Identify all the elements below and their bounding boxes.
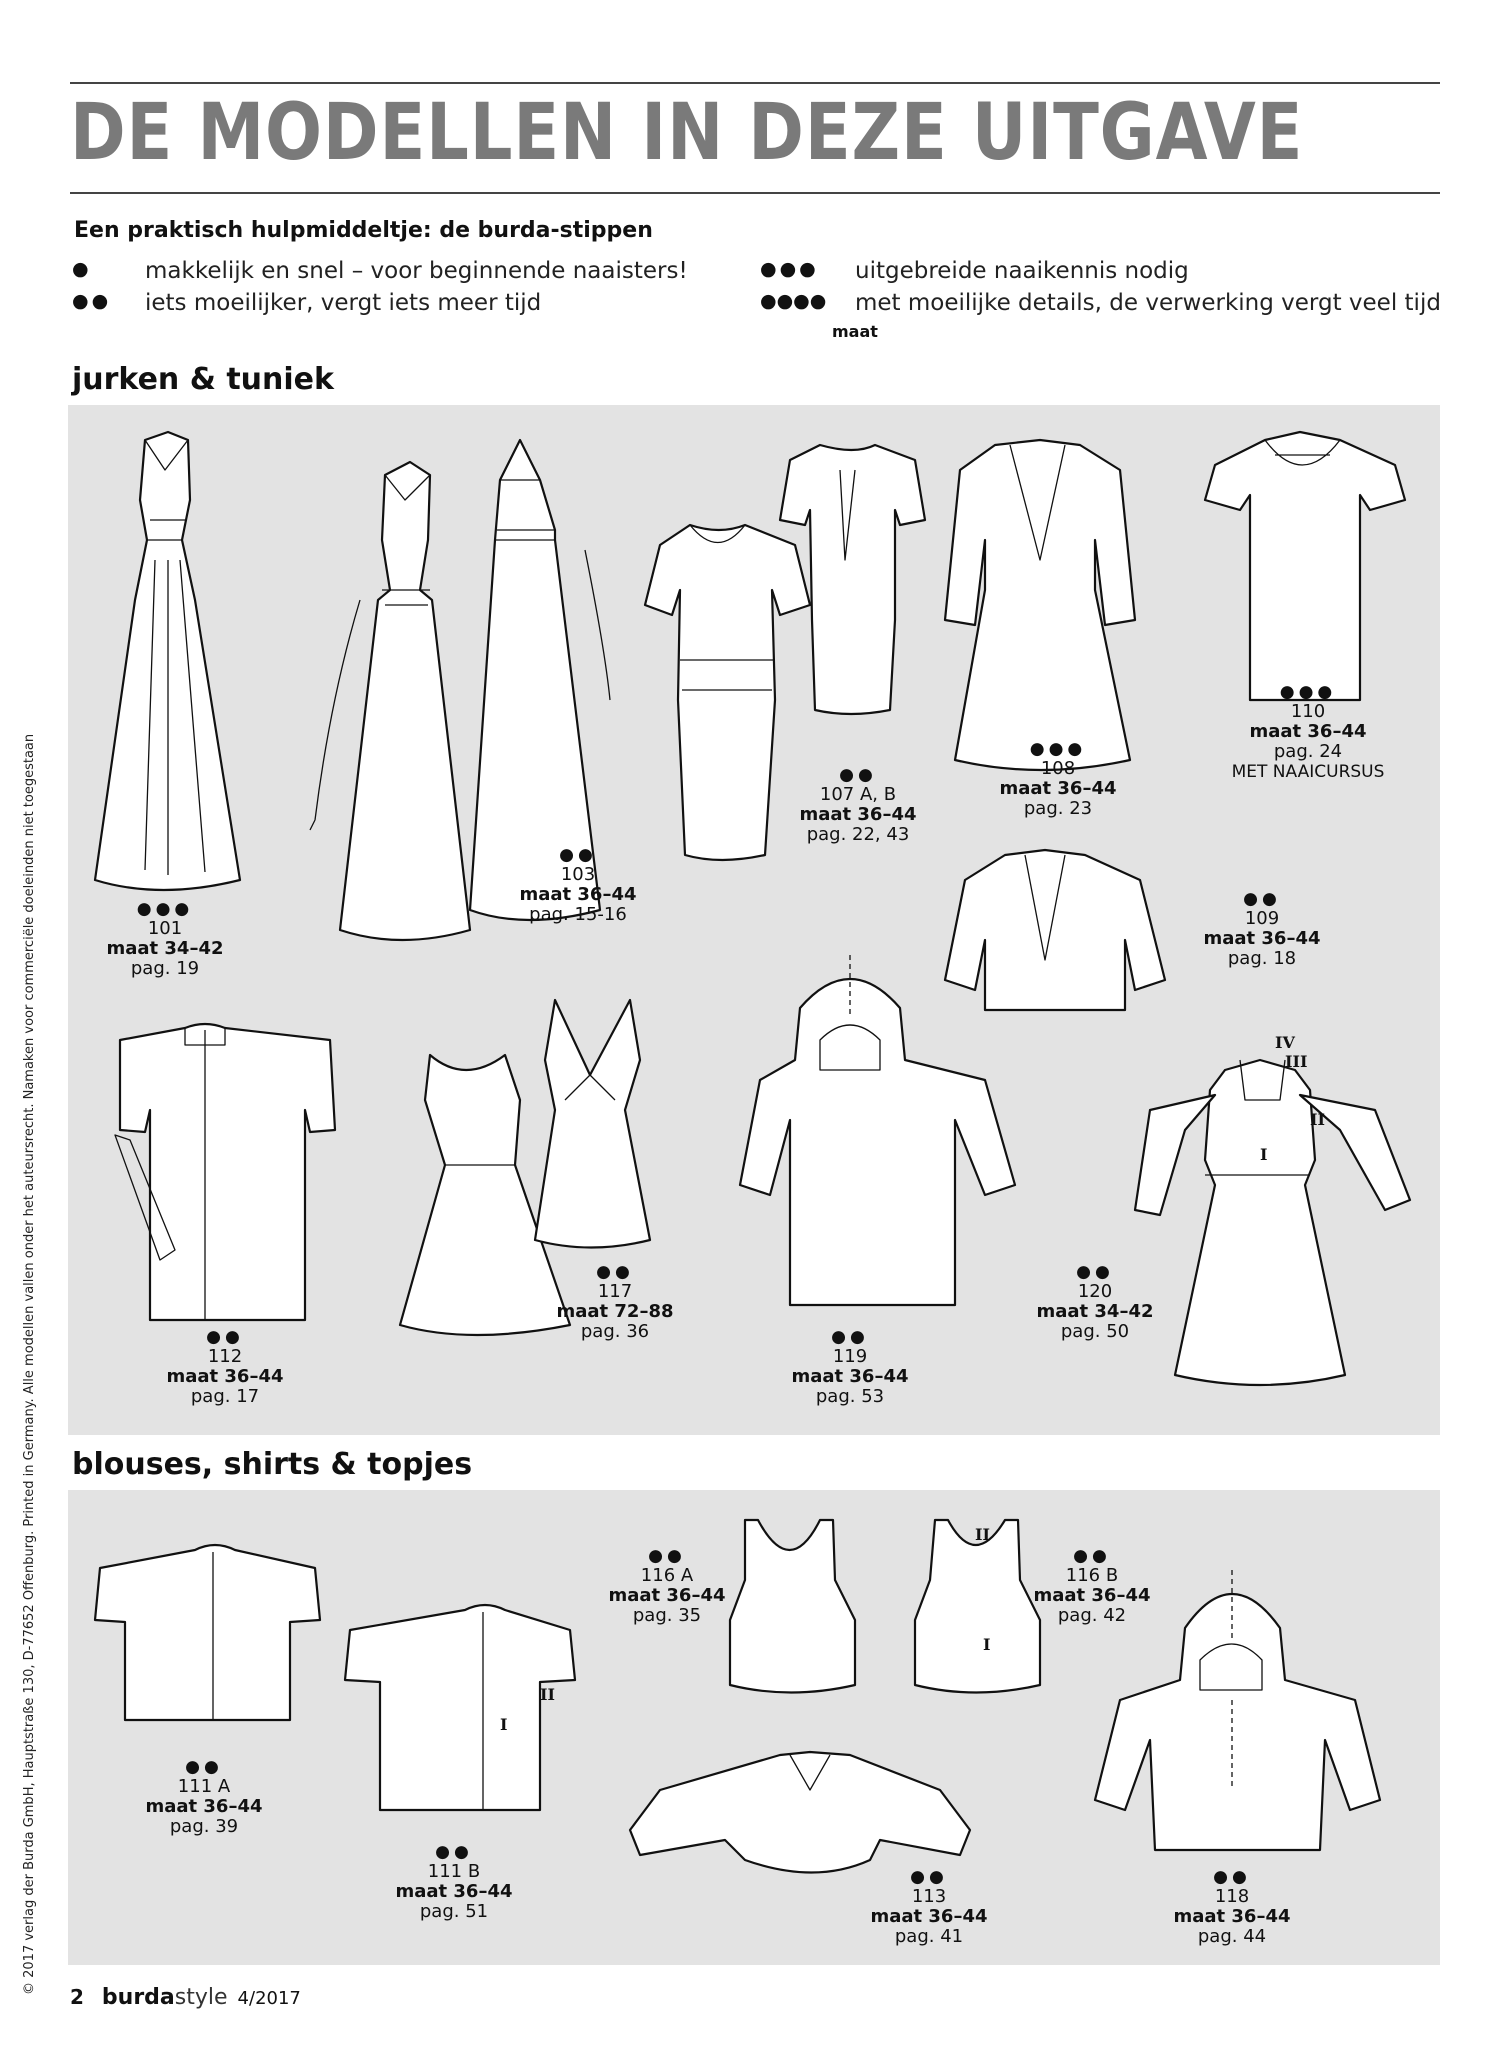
model-page: pag. 15-16 — [529, 904, 627, 926]
model-number: 119 — [832, 1346, 868, 1368]
difficulty-dots: ●●● — [1279, 682, 1337, 702]
model-page: pag. 17 — [190, 1386, 260, 1408]
model-page: pag. 18 — [1227, 948, 1297, 970]
sketch-112 — [115, 1024, 335, 1320]
model-number: 101 — [147, 918, 183, 940]
model-size: maat 36–44 — [870, 1906, 988, 1928]
model-label-118 — [1173, 1868, 1290, 1948]
section-title-dresses: jurken & tuniek — [72, 362, 334, 397]
model-size: maat 36–44 — [1173, 1906, 1291, 1928]
page-footer — [70, 1985, 301, 2010]
svg-text:IV: IV — [1275, 1033, 1295, 1052]
svg-text:III: III — [1285, 1052, 1308, 1071]
model-label-108 — [999, 740, 1116, 820]
brand-logo-bold: burda — [101, 1985, 175, 2010]
model-page: pag. 39 — [169, 1816, 239, 1838]
model-page: pag. 24 — [1273, 741, 1343, 763]
model-label-117 — [556, 1263, 673, 1343]
model-label-119 — [791, 1328, 908, 1408]
model-number: 117 — [597, 1281, 633, 1303]
model-size: maat 36–44 — [1203, 928, 1321, 950]
brand-logo-light: style — [174, 1985, 228, 2010]
model-number: 116 B — [1065, 1565, 1119, 1587]
model-page: pag. 19 — [130, 958, 200, 980]
svg-text:I: I — [1260, 1145, 1268, 1164]
model-page: pag. 35 — [632, 1605, 702, 1627]
difficulty-dots: ●● — [435, 1842, 473, 1862]
sketch-113 — [630, 1752, 970, 1873]
model-size: maat 36–44 — [395, 1881, 513, 1903]
model-page: pag. 41 — [894, 1926, 964, 1948]
sketch-109 — [945, 850, 1165, 1010]
model-size: maat 36–44 — [519, 884, 637, 906]
svg-text:I: I — [500, 1715, 508, 1734]
difficulty-dots: ●● — [648, 1546, 686, 1566]
copyright-sidebar: © 2017 verlag der Burda GmbH, Hauptstraße 130, D-77652 Offenburg. Printed in Germany. Alle modellen vallen onder het auteursrecht. Namaken voor commerciële doeleinden niet toegestaan — [22, 733, 37, 1995]
model-size: maat 36–44 — [608, 1585, 726, 1607]
legend-dots-2: ●● — [72, 290, 112, 312]
model-page: pag. 53 — [815, 1386, 885, 1408]
sketch-110 — [1205, 432, 1405, 700]
sketch-111a — [95, 1545, 320, 1720]
svg-text:II: II — [1310, 1110, 1325, 1129]
model-number: 109 — [1244, 908, 1280, 930]
model-extra: MET NAAICURSUS — [1231, 761, 1385, 782]
model-label-109 — [1203, 890, 1320, 970]
legend-text-4: met moeilijke details, de verwerking vergt veel tijd — [855, 290, 1441, 316]
model-size: maat 36–44 — [799, 804, 917, 826]
model-size: maat 34–42 — [106, 938, 224, 960]
model-label-111a — [145, 1758, 262, 1838]
model-number: 120 — [1077, 1281, 1113, 1303]
legend-title: Een praktisch hulpmiddeltje: de burda-stippen — [74, 218, 653, 243]
difficulty-dots: ●● — [1076, 1262, 1114, 1282]
difficulty-dots: ●●● — [136, 899, 194, 919]
legend-dots-3: ●●● — [760, 258, 819, 280]
difficulty-dots: ●● — [206, 1327, 244, 1347]
model-number: 118 — [1214, 1886, 1250, 1908]
difficulty-dots: ●● — [559, 845, 597, 865]
model-label-116a — [608, 1547, 725, 1627]
model-size: maat 36–44 — [145, 1796, 263, 1818]
difficulty-dots: ●● — [839, 765, 877, 785]
difficulty-dots: ●● — [1073, 1546, 1111, 1566]
model-number: 107 A, B — [819, 784, 897, 806]
model-size: maat 36–44 — [166, 1366, 284, 1388]
legend-text-2: iets moeilijker, vergt iets meer tijd — [145, 290, 542, 316]
svg-text:II: II — [540, 1685, 555, 1704]
sketch-117-back — [535, 1000, 650, 1248]
svg-text:I: I — [983, 1635, 991, 1654]
sketch-103-front — [310, 462, 470, 940]
model-page: pag. 23 — [1023, 798, 1093, 820]
model-number: 110 — [1290, 701, 1326, 723]
model-label-110 — [1232, 683, 1385, 782]
model-size: maat 36–44 — [999, 778, 1117, 800]
sketch-101 — [95, 432, 240, 890]
difficulty-dots: ●●● — [1029, 739, 1087, 759]
model-label-116b — [1033, 1547, 1150, 1627]
model-size: maat 72–88 — [556, 1301, 674, 1323]
model-page: pag. 36 — [580, 1321, 650, 1343]
model-number: 111 A — [177, 1776, 231, 1798]
model-size: maat 36–44 — [1033, 1585, 1151, 1607]
model-number: 116 A — [640, 1565, 694, 1587]
model-page: pag. 44 — [1197, 1926, 1267, 1948]
model-page: pag. 22, 43 — [806, 824, 910, 846]
difficulty-dots: ●● — [910, 1867, 948, 1887]
difficulty-dots: ●● — [831, 1327, 869, 1347]
difficulty-dots: ●● — [185, 1757, 223, 1777]
model-label-101 — [106, 900, 223, 980]
model-size: maat 34–42 — [1036, 1301, 1154, 1323]
model-label-112 — [166, 1328, 283, 1408]
page-title: DE MODELLEN IN DEZE UITGAVE — [70, 88, 1304, 178]
model-number: 113 — [911, 1886, 947, 1908]
legend-text-1: makkelijk en snel – voor beginnende naaisters! — [145, 258, 688, 284]
model-label-113 — [870, 1868, 987, 1948]
sketch-116b — [915, 1520, 1040, 1693]
legend-dots-1: ● — [72, 258, 92, 280]
model-number: 112 — [207, 1346, 243, 1368]
model-size: maat 36–44 — [1249, 721, 1367, 743]
model-size: maat 36–44 — [791, 1366, 909, 1388]
model-label-107 — [799, 766, 916, 846]
model-page: pag. 51 — [419, 1901, 489, 1923]
sketch-111b — [345, 1605, 575, 1810]
section-title-blouses: blouses, shirts & topjes — [72, 1447, 473, 1482]
model-page: pag. 42 — [1057, 1605, 1127, 1627]
sketch-119 — [740, 955, 1015, 1305]
model-number: 108 — [1040, 758, 1076, 780]
sketch-108 — [945, 440, 1135, 770]
page-number: 2 — [70, 1985, 84, 2009]
model-number: 111 B — [427, 1861, 481, 1883]
issue-number: 4/2017 — [237, 1988, 301, 2009]
difficulty-dots: ●● — [596, 1262, 634, 1282]
model-label-111b — [395, 1843, 512, 1923]
legend-dots-4: ●●●● — [760, 290, 827, 312]
model-label-120 — [1036, 1263, 1153, 1343]
svg-text:II: II — [975, 1525, 990, 1544]
sketch-120 — [1135, 1033, 1410, 1385]
model-page: pag. 50 — [1060, 1321, 1130, 1343]
legend-text-3: uitgebreide naaikennis nodig — [855, 258, 1189, 284]
difficulty-dots: ●● — [1243, 889, 1281, 909]
difficulty-dots: ●● — [1213, 1867, 1251, 1887]
model-label-103 — [519, 846, 636, 926]
model-number: 103 — [560, 864, 596, 886]
sketch-116a — [730, 1520, 855, 1693]
sketch-107-front — [645, 525, 810, 860]
legend-note: maat — [832, 322, 878, 341]
